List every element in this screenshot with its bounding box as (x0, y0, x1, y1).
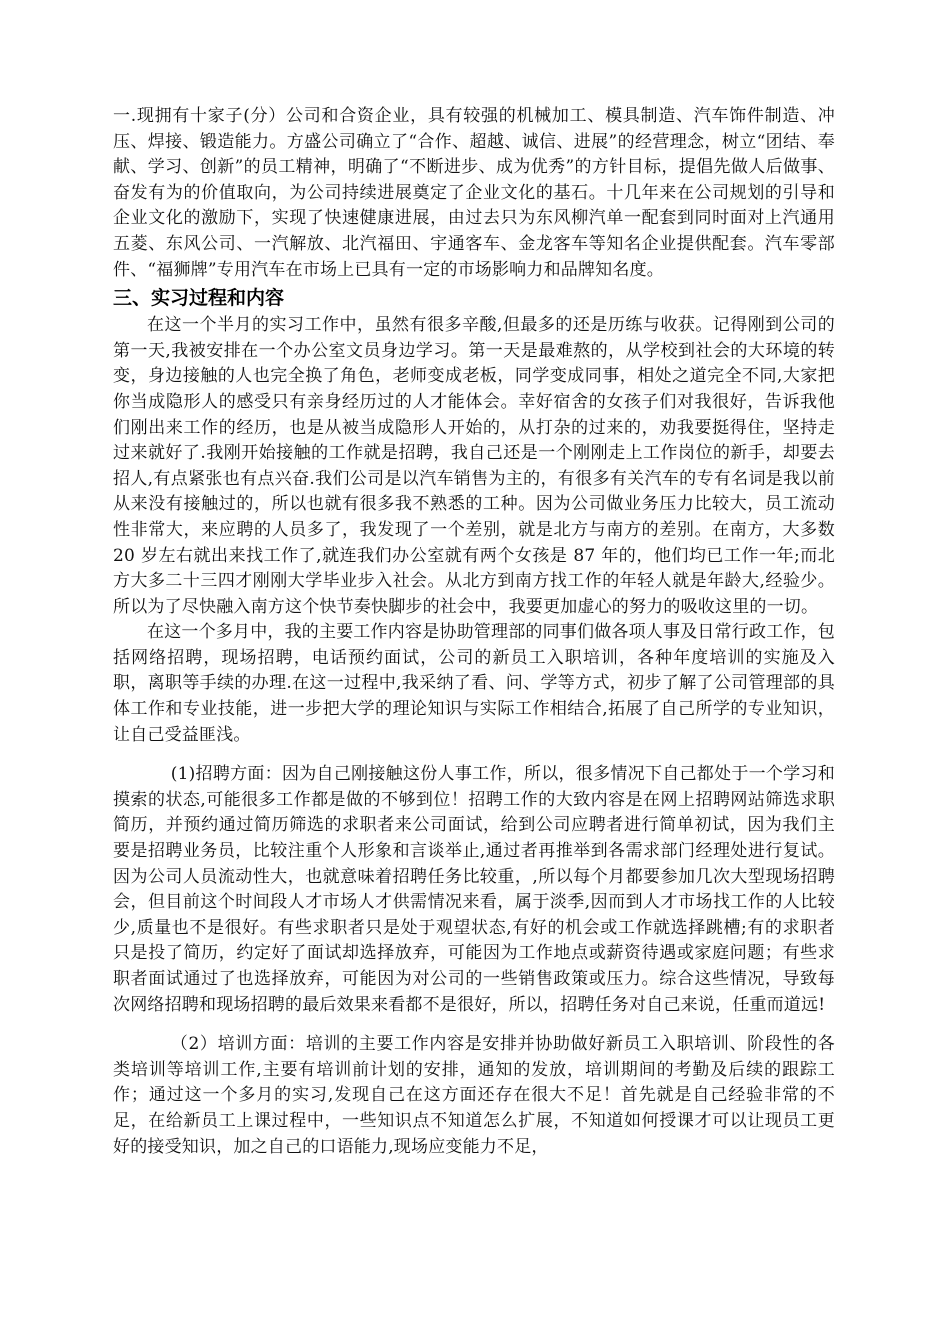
intro-paragraph: 一.现拥有十家子(分）公司和合资企业，具有较强的机械加工、模具制造、汽车饰件制造、冲压、焊接、锻造能力。方盛公司确立了“合作、超越、诚信、进展”的经营理念，树立“团结、奉献、学习、创新”的员工精神，明确了“不断进步、成为优秀”的方针目标，提倡先做人后做事、奋发有为的价值取向，为公司持续进展奠定了企业文化的基石。十几年来在公司规划的引导和企业文化的激励下，实现了快速健康进展，由过去只为东风柳汽单一配套到同时面对上汽通用五菱、东风公司、一汽解放、北汽福田、宇通客车、金龙客车等知名企业提供配套。汽车零部件、“福狮牌”专用汽车在市场上已具有一定的市场影响力和品牌知名度。 (113, 106, 835, 280)
work-content-paragraph: 在这一个多月中，我的主要工作内容是协助管理部的同事们做各项人事及日常行政工作，包括网络招聘，现场招聘，电话预约面试，公司的新员工入职培训，各种年度培训的实施及入职，离职等手续的办理.在这一过程中,我采纳了看、问、学等方式，初步了解了公司管理部的具体工作和专业技能，进一步把大学的理论知识与实际工作相结合,拓展了自己所学的专业知识，让自己受益匪浅。 (113, 622, 835, 745)
document-body (113, 104, 835, 1160)
internship-paragraph: 在这一个半月的实习工作中，虽然有很多辛酸,但最多的还是历练与收获。记得刚到公司的第一天,我被安排在一个办公室文员身边学习。第一天是最难熬的，从学校到社会的大环境的转变，身边接触的人也完全换了角色，老师变成老板，同学变成同事，相处之道完全不同,大家把你当成隐形人的感受只有亲身经历过的人才能体会。幸好宿舍的女孩子们对我很好，告诉我他们刚出来工作的经历，也是从被当成隐形人开始的，从打杂的过来的，劝我要挺得住，坚持走过来就好了.我刚开始接触的工作就是招聘，我自己还是一个刚刚走上工作岗位的新手，却要去招人,有点紧张也有点兴奋.我们公司是以汽车销售为主的，有很多有关汽车的专有名词是我以前从来没有接触过的，所以也就有很多我不熟悉的工种。因为公司做业务压力比较大，员工流动性非常大，来应聘的人员多了，我发现了一个差别，就是北方与南方的差别。在南方，大多数 20 岁左右就出来找工作了,就连我们办公室就有两个女孩是 87 年的，他们均已工作一年;而北方大多二十三四才刚刚大学毕业步入社会。从北方到南方找工作的年轻人就是年龄大,经验少。所以为了尽快融入南方这个快节奏快脚步的社会中，我要更加虚心的努力的吸收这里的一切。 (113, 315, 835, 617)
recruitment-paragraph: (1)招聘方面：因为自己刚接触这份人事工作，所以，很多情况下自己都处于一个学习和摸索的状态,可能很多工作都是做的不够到位！招聘工作的大致内容是在网上招聘网站筛选求职简历，并预约通过简历筛选的求职者来公司面试，给到公司应聘者进行简单初试，因为我们主要是招聘业务员，比较注重个人形象和言谈举止,通过者再推举到各需求部门经理处进行复试。因为公司人员流动性大，也就意味着招聘任务比较重，,所以每个月都要参加几次大型现场招聘会，但目前这个时间段人才市场人才供需情况来看，属于淡季,因而到人才市场找工作的人比较少,质量也不是很好。有些求职者只是处于观望状态,有好的机会或工作就选择跳槽;有的求职者只是投了简历，约定好了面试却选择放弃，可能因为工作地点或薪资待遇或家庭问题；有些求职者面试通过了也选择放弃，可能因为对公司的一些销售政策或压力。综合这些情况，导致每次网络招聘和现场招聘的最后效果来看都不是很好，所以，招聘任务对自己来说，任重而道远! (113, 764, 835, 1015)
training-paragraph: （2）培训方面：培训的主要工作内容是安排并协助做好新员工入职培训、阶段性的各类培训等培训工作,主要有培训前计划的安排，通知的发放，培训期间的考勤及后续的跟踪工作；通过这一个多月的实习,发现自己在这方面还存在很大不足！首先就是自己经验非常的不足，在给新员工上课过程中，一些知识点不知道怎么扩展，不知道如何授课才可以让现员工更好的接受知识，加之自己的口语能力,现场应变能力不足， (113, 1034, 835, 1157)
section-heading: 三、实习过程和内容 (113, 287, 285, 310)
